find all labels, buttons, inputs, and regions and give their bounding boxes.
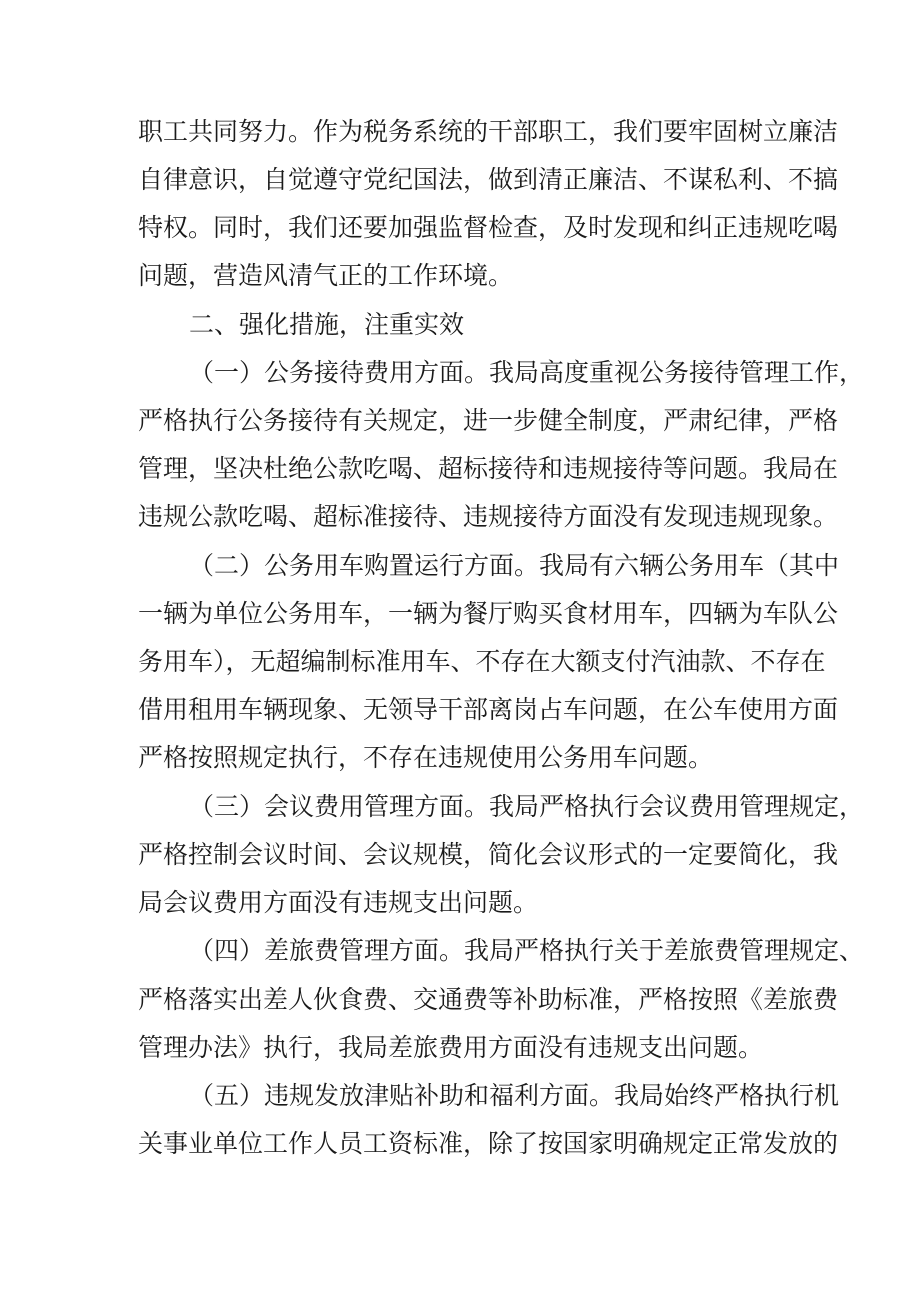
text-line: 严格执行公务接待有关规定，进一步健全制度，严肃纪律，严格 xyxy=(138,406,839,435)
text-line: 严格按照规定执行，不存在违规使用公务用车问题。 xyxy=(138,743,714,772)
text-line: （五）违规发放津贴补助和福利方面。我局始终严格执行机 xyxy=(189,1081,840,1110)
text-line: （一）公务接待费用方面。我局高度重视公务接待管理工作， xyxy=(189,358,865,387)
text-line: 管理办法》执行，我局差旅费用方面没有违规支出问题。 xyxy=(138,1033,764,1062)
text-line: 务用车），无超编制标准用车、不存在大额支付汽油款、不存在 xyxy=(138,647,826,676)
text-line: （二）公务用车购置运行方面。我局有六辆公务用车（其中 xyxy=(189,551,840,580)
text-line: 违规公款吃喝、超标准接待、违规接待方面没有发现违规现象。 xyxy=(138,502,839,531)
text-line: 特权。同时，我们还要加强监督检查，及时发现和纠正违规吃喝 xyxy=(138,213,839,242)
section-heading: 二、强化措施，注重实效 xyxy=(189,310,465,339)
text-line: 管理，坚决杜绝公款吃喝、超标接待和违规接待等问题。我局在 xyxy=(138,454,839,483)
text-line: 局会议费用方面没有违规支出问题。 xyxy=(138,888,539,917)
text-line: 严格落实出差人伙食费、交通费等补助标准，严格按照《差旅费 xyxy=(138,985,839,1014)
text-line: 严格控制会议时间、会议规模，简化会议形式的一定要简化，我 xyxy=(138,840,839,869)
text-line: （三）会议费用管理方面。我局严格执行会议费用管理规定， xyxy=(189,792,865,821)
text-line: 职工共同努力。作为税务系统的干部职工，我们要牢固树立廉洁 xyxy=(138,117,839,146)
text-line: 借用租用车辆现象、无领导干部离岗占车问题，在公车使用方面 xyxy=(138,695,839,724)
text-line: 一辆为单位公务用车，一辆为餐厅购买食材用车，四辆为车队公 xyxy=(138,599,839,628)
text-line: 关事业单位工作人员工资标准，除了按国家明确规定正常发放的 xyxy=(138,1129,839,1158)
text-line: 问题，营造风清气正的工作环境。 xyxy=(138,261,514,290)
text-line: （四）差旅费管理方面。我局严格执行关于差旅费管理规定、 xyxy=(189,936,865,965)
text-line: 自律意识，自觉遵守党纪国法，做到清正廉洁、不谋私利、不搞 xyxy=(138,165,839,194)
